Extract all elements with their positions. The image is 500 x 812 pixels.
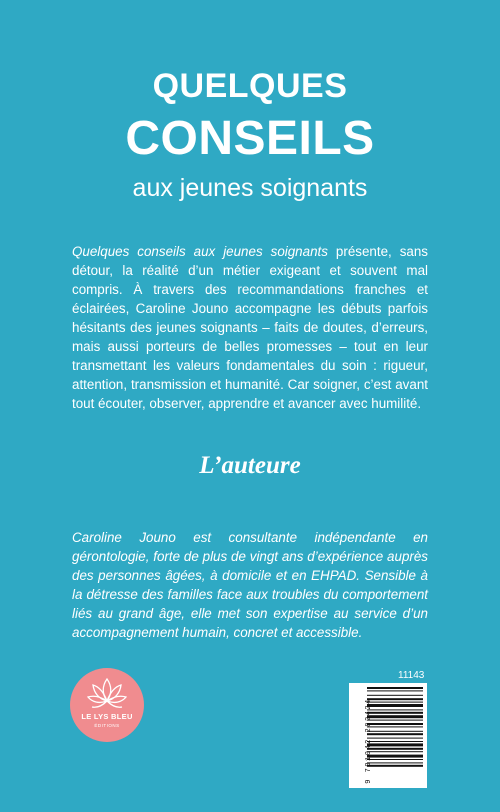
publisher-sub: ÉDITIONS	[94, 723, 120, 728]
lotus-icon	[87, 676, 127, 710]
author-heading: L’auteure	[199, 452, 301, 479]
description-text: présente, sans détour, la réalité d’un métier exigeant et souvent mal compris. À travers des recommandations franches et éclairées, Caroline Jouno accompagne les débuts parfois hésitants des jeunes soignants – faits de doutes, d’erreurs, mais aussi porteurs de belles promesses – tout en leur transmettant les valeurs fondamentales du soin : rigueur, attention, transmission et humanité. Car soigner, c’est avant tout écouter, observer, apprendre et avancer avec humilité.	[72, 244, 429, 411]
book-description	[72, 242, 428, 413]
barcode	[349, 683, 427, 788]
title-subtitle: aux jeunes soignants	[132, 174, 368, 202]
isbn-number: 9 791042 282424	[365, 698, 373, 784]
title-line-1: QUELQUES	[152, 67, 348, 105]
author-bio: Caroline Jouno est consultante indépendante en gérontologie, forte de plus de vingt ans d’expérience auprès des personnes âgées, à domicile et en EHPAD. Sensible à la détresse des familles face aux troubles du comportement liés au grand âge, elle met son expertise au service d’un accompagnement humain, concret et accessible.	[72, 530, 428, 640]
product-code: 11143	[398, 670, 425, 681]
description-book-title: Quelques conseils aux jeunes soignants	[72, 244, 328, 259]
publisher-logo	[70, 668, 144, 742]
barcode-bars	[353, 687, 423, 784]
publisher-name: LE LYS BLEU	[81, 712, 133, 721]
title-line-2: CONSEILS	[125, 112, 375, 165]
